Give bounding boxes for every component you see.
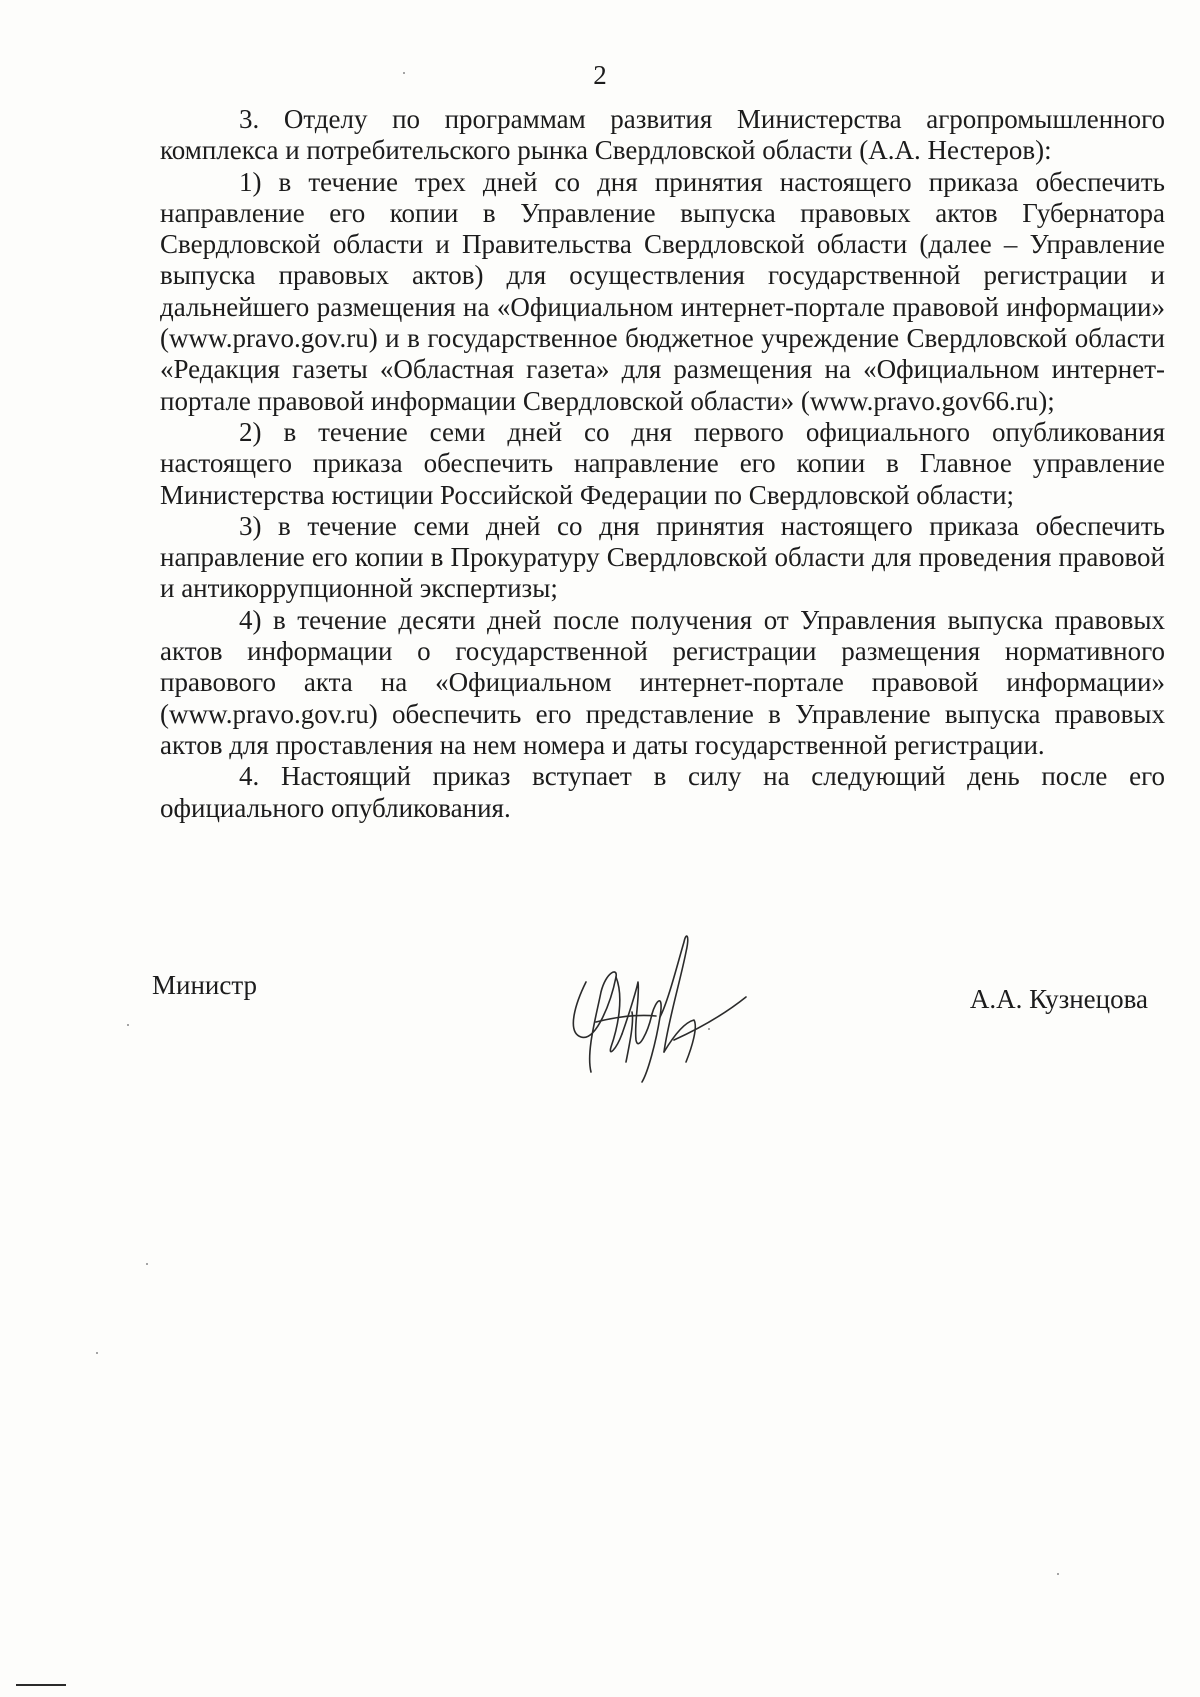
signature-block [0,960,1200,1100]
paragraph-subitem-1: 1) в течение трех дней со дня принятия настоящего приказа обеспечить направление его копии в Управление выпуска правовых актов Губернатора Свердловской области и Правительства Свердловской области (далее – Управление выпуска правовых актов) для осуществления государственной регистрации и дальнейшего размещения на «Официальном интернет-портале правовой информации» (www.pravo.gov.ru) и в государственное бюджетное учреждение Свердловской области «Редакция газеты «Областная газета» для размещения на «Официальном интернет-портале правовой информации Свердловской области» (www.pravo.gov66.ru); [160,166,1165,416]
scan-speck [127,1024,129,1026]
paragraph-item-3: 3. Отделу по программам развития Министерства агропромышленного комплекса и потребительского рынка Свердловской области (А.А. Нестеров): [160,104,1165,166]
page-number: 2 [593,60,607,90]
scan-edge-mark [16,1684,66,1686]
paragraph-subitem-4: 4) в течение десяти дней после получения от Управления выпуска правовых актов информации о государственной регистрации размещения нормативного правового акта на «Официальном интернет-портале правовой информации» (www.pravo.gov.ru) обеспечить его представление в Управление выпуска правовых актов для проставления на нем номера и даты государственной регистрации. [160,604,1165,760]
paragraph-item-4: 4. Настоящий приказ вступает в силу на следующий день после его официального опубликования. [160,761,1165,823]
scan-speck [1057,1573,1059,1575]
paragraph-subitem-3: 3) в течение семи дней со дня принятия настоящего приказа обеспечить направление его копии в Прокуратуру Свердловской области для проведения правовой и антикоррупционной экспертизы; [160,510,1165,604]
document-body [160,104,1165,824]
scan-speck [403,72,405,74]
paragraph-subitem-2: 2) в течение семи дней со дня первого официального опубликования настоящего приказа обеспечить направление его копии в Главное управление Министерства юстиции Российской Федерации по Свердловской области; [160,416,1165,510]
signatory-title: Министр [152,970,257,1000]
handwritten-signature [556,922,756,1092]
signatory-name: А.А. Кузнецова [969,984,1148,1014]
scan-speck [708,1028,710,1030]
scan-speck [146,1263,148,1265]
scan-speck [96,1352,98,1354]
